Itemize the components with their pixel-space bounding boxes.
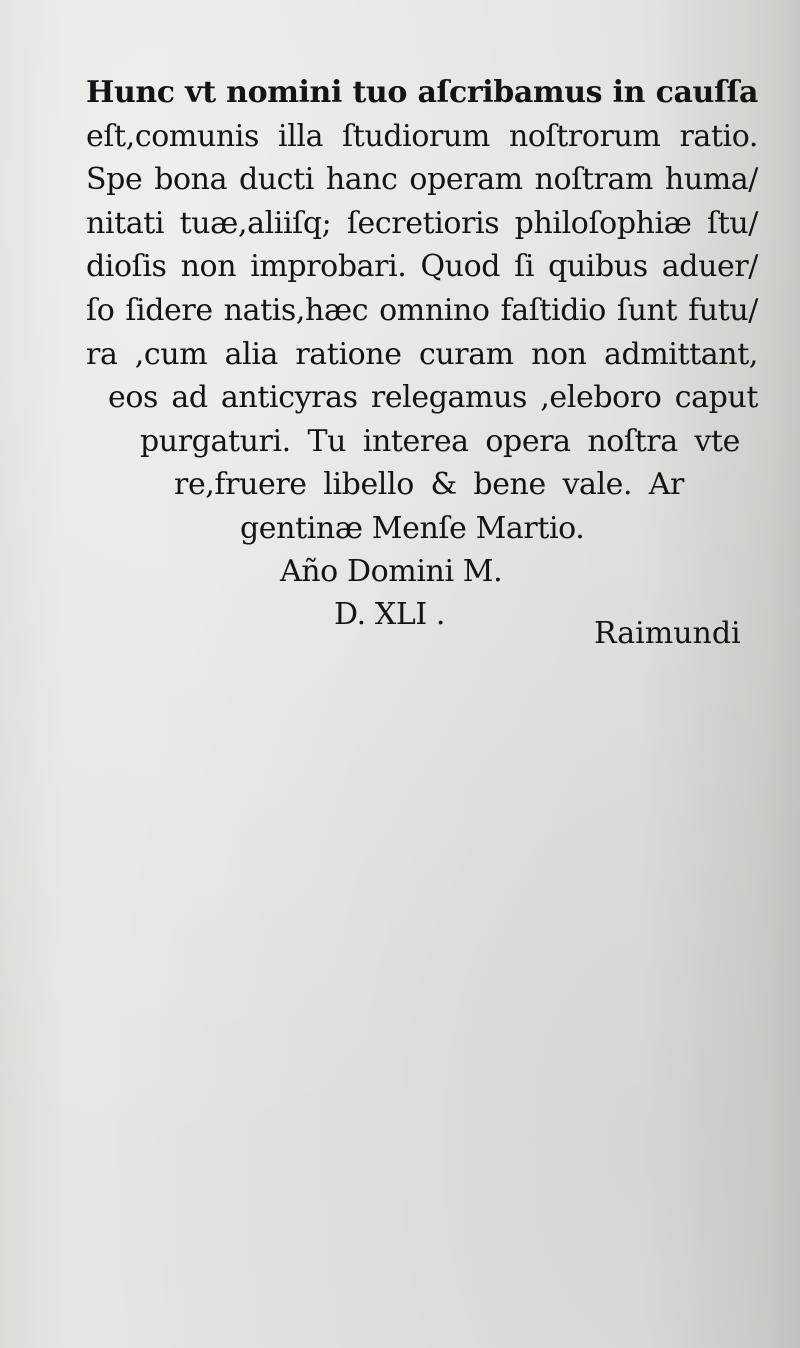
text-line: ſo ſidere natis,hæc omnino faſtidio ſunt futu/ [86, 293, 758, 328]
text-line: ra ,cum alia ratione curam non admittant, [86, 337, 758, 372]
text-line: Hunc vt nomini tuo aſcribamus in cauſſa [86, 75, 758, 110]
text-line: Año Domini M. [280, 554, 503, 589]
text-line: Spe bona ducti hanc operam noſtram huma/ [86, 162, 758, 197]
text-line: purgaturi. Tu interea opera noſtra vte [140, 424, 740, 459]
text-line: re,fruere libello & bene vale. Ar [174, 467, 684, 502]
text-line: eſt,comunis illa ſtudiorum noſtrorum ratio. [86, 119, 758, 154]
text-line: D. XLI . [334, 597, 446, 632]
catchword: Raimundi [594, 616, 741, 651]
text-line: nitati tuæ,aliiſq; ſecretioris philoſophiæ ſtu/ [86, 206, 758, 241]
text-line: dioſis non improbari. Quod ſi quibus aduer/ [86, 249, 758, 284]
text-line: gentinæ Menſe Martio. [240, 511, 585, 546]
text-line: eos ad anticyras relegamus ,eleboro caput [108, 380, 758, 415]
